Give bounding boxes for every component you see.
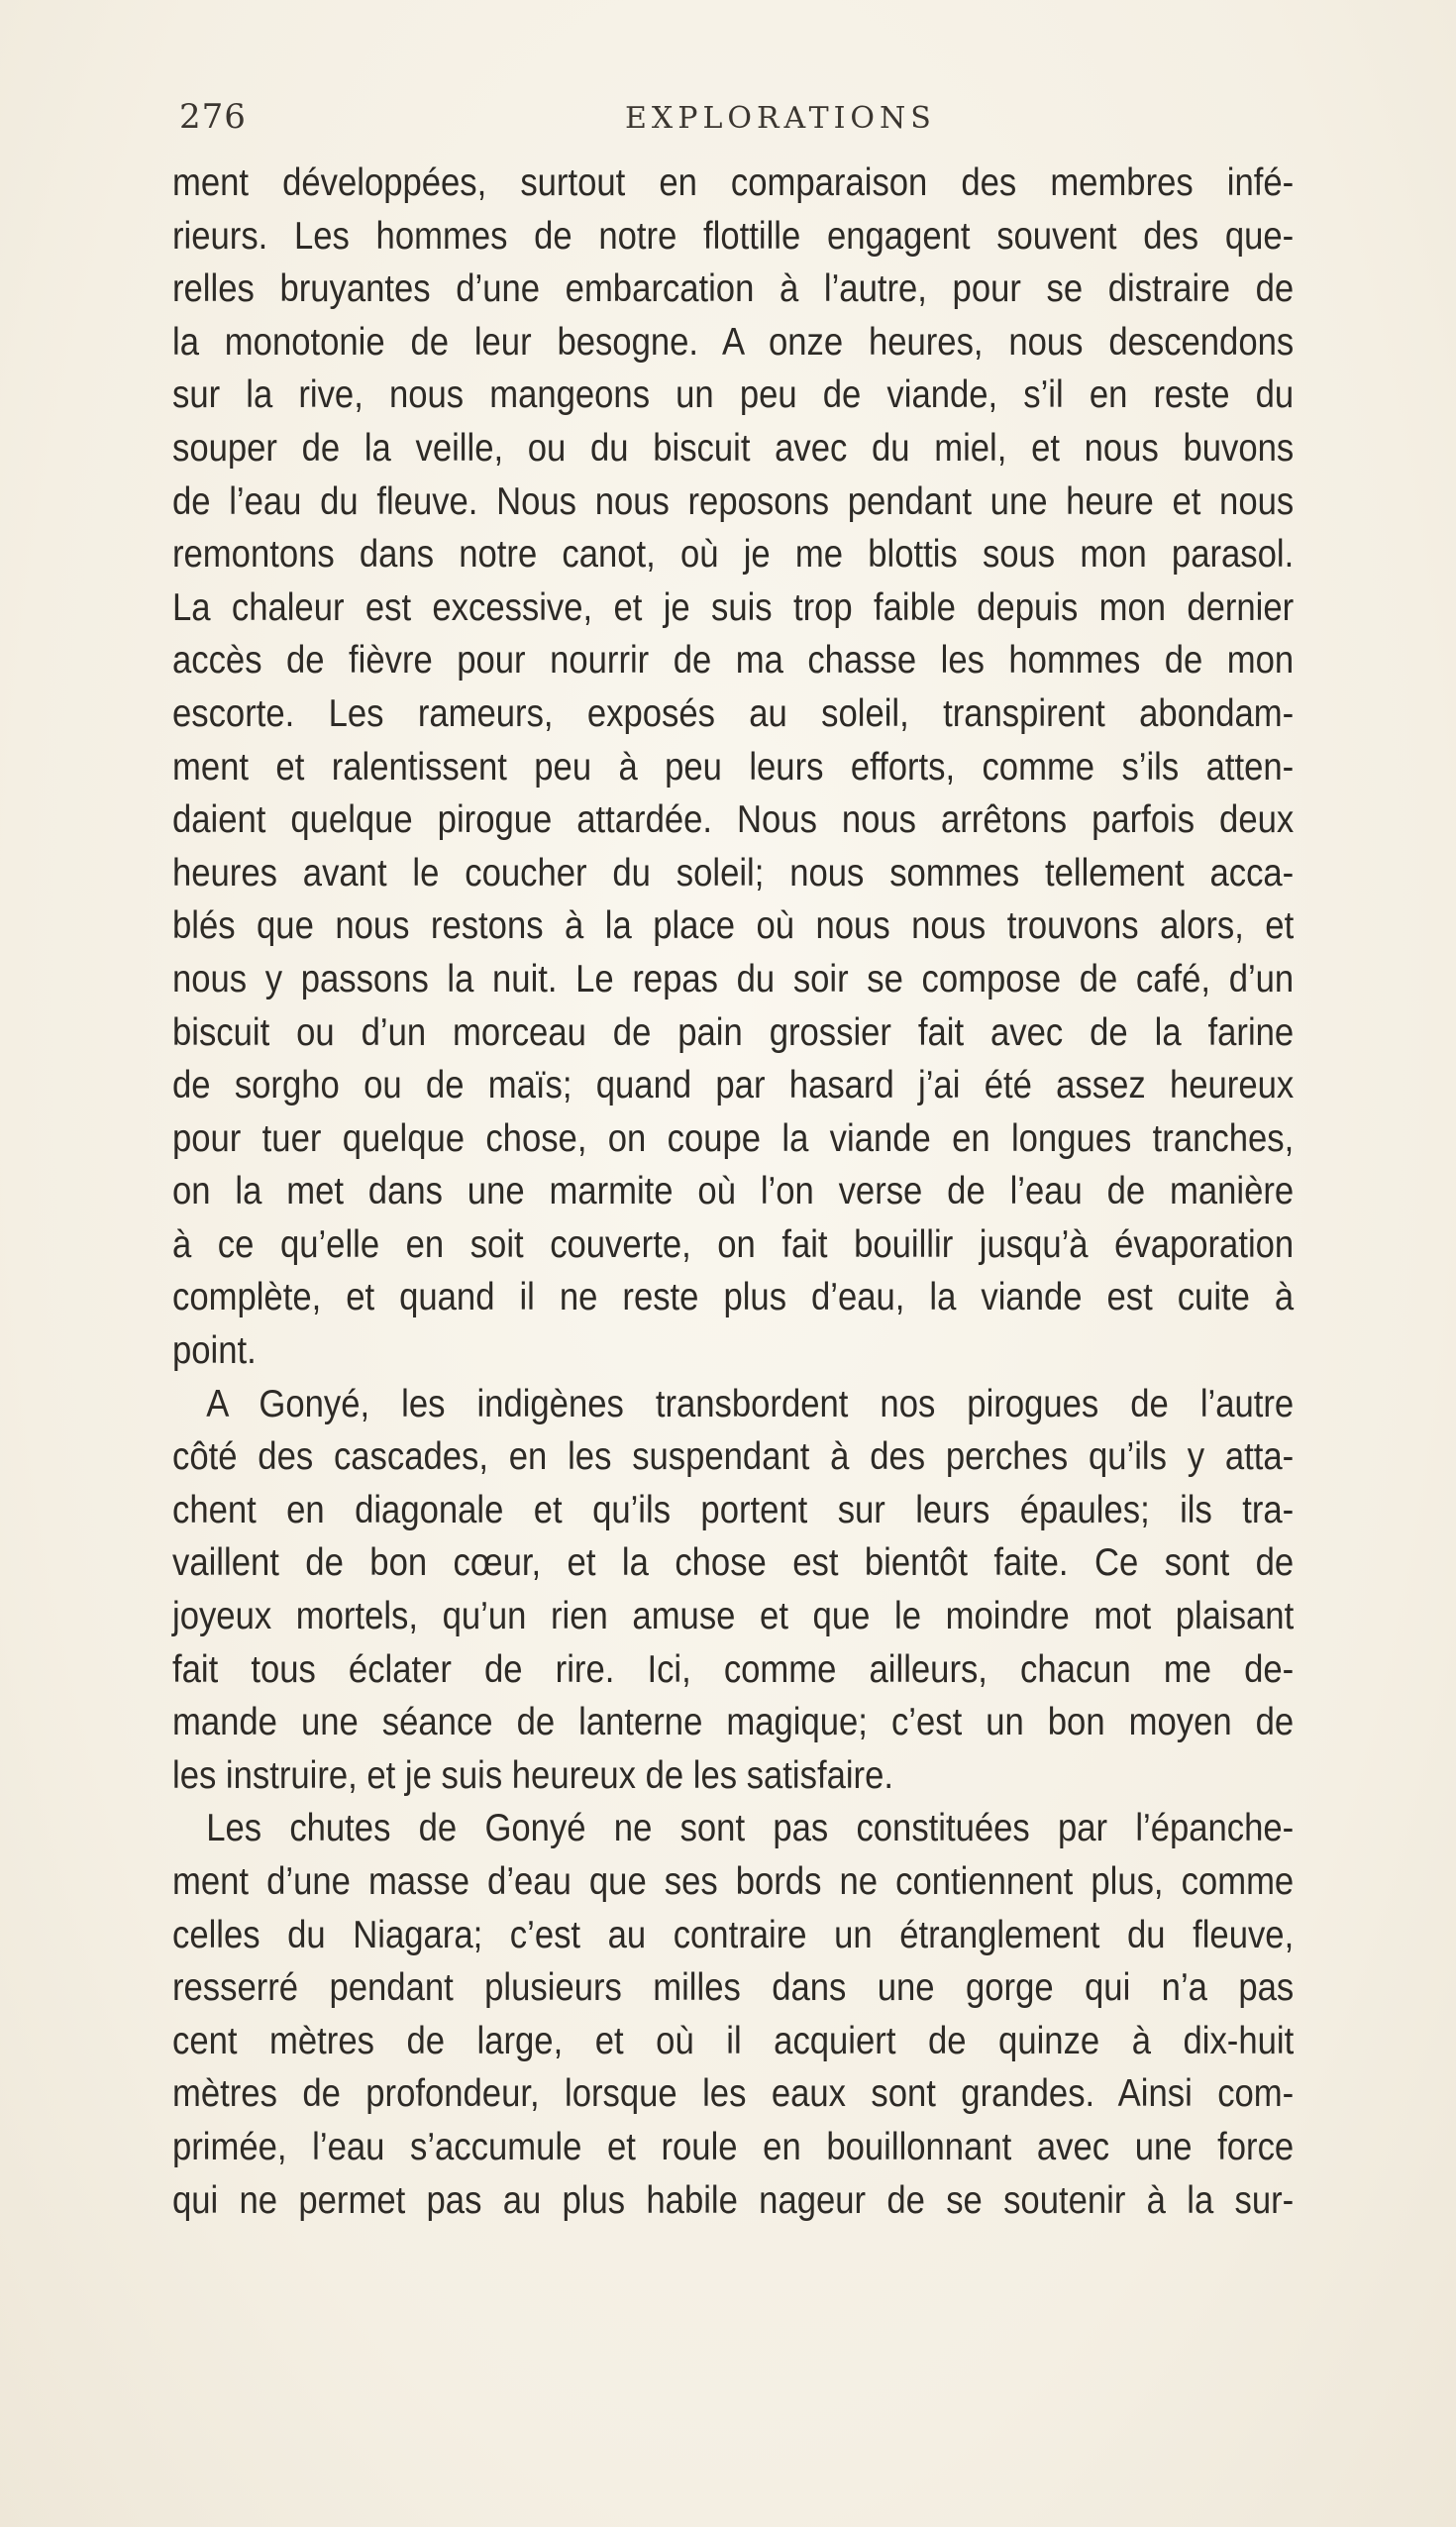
text-line: ment développées, surtout en comparaison des membres infé-	[172, 161, 1295, 204]
text-line: heures avant le coucher du soleil; nous sommes tellement acca-	[172, 851, 1295, 895]
text-line: mande une séance de lanterne magique; c’est un bon moyen de	[172, 1701, 1295, 1744]
text-line: sur la rive, nous mangeons un peu de viande, s’il en reste du	[172, 373, 1295, 417]
text-line: primée, l’eau s’accumule et roule en bouillonnant avec une force	[172, 2125, 1295, 2168]
text-line: la monotonie de leur besogne. A onze heures, nous descendons	[172, 320, 1295, 364]
text-line: pour tuer quelque chose, on coupe la viande en longues tranches,	[172, 1116, 1295, 1160]
text-line: à ce qu’elle en soit couverte, on fait bouillir jusqu’à évaporation	[172, 1222, 1295, 1266]
text-line: Les chutes de Gonyé ne sont pas constituées par l’épanche-	[206, 1807, 1295, 1850]
text-line: souper de la veille, ou du biscuit avec du miel, et nous buvons	[172, 426, 1295, 470]
text-line: de l’eau du fleuve. Nous nous reposons pendant une heure et nous	[172, 479, 1295, 523]
text-line: celles du Niagara; c’est au contraire un étranglement du fleuve,	[172, 1913, 1295, 1956]
text-line: blés que nous restons à la place où nous nous trouvons alors, et	[172, 904, 1295, 948]
text-line: chent en diagonale et qu’ils portent sur leurs épaules; ils tra-	[172, 1488, 1295, 1531]
text-line: côté des cascades, en les suspendant à des perches qu’ils y atta-	[172, 1435, 1295, 1479]
text-line: daient quelque pirogue attardée. Nous nous arrêtons parfois deux	[172, 798, 1295, 842]
page-number: 276	[179, 97, 247, 137]
text-line: cent mètres de large, et où il acquiert de quinze à dix-huit	[172, 2019, 1295, 2062]
text-line: accès de fièvre pour nourrir de ma chasse les hommes de mon	[172, 639, 1295, 683]
text-line: A Gonyé, les indigènes transbordent nos pirogues de l’autre	[206, 1382, 1295, 1425]
text-line: La chaleur est excessive, et je suis trop faible depuis mon dernier	[172, 585, 1295, 629]
text-line: nous y passons la nuit. Le repas du soir se compose de café, d’un	[172, 957, 1295, 1000]
text-line: complète, et quand il ne reste plus d’eau, la viande est cuite à	[172, 1276, 1295, 1319]
text-line: joyeux mortels, qu’un rien amuse et que le moindre mot plaisant	[172, 1595, 1295, 1638]
text-line: les instruire, et je suis heureux de les satisfaire.	[172, 1753, 894, 1797]
text-line: ment et ralentissent peu à peu leurs efforts, comme s’ils atten-	[172, 745, 1295, 789]
text-line: on la met dans une marmite où l’on verse de l’eau de manière	[172, 1170, 1295, 1213]
text-line: biscuit ou d’un morceau de pain grossier fait avec de la farine	[172, 1010, 1295, 1054]
text-line: relles bruyantes d’une embarcation à l’autre, pour se distraire de	[172, 267, 1295, 311]
text-line: rieurs. Les hommes de notre flottille engagent souvent des que-	[172, 214, 1295, 258]
text-line: ment d’une masse d’eau que ses bords ne contiennent plus, comme	[172, 1860, 1295, 1903]
text-line: vaillent de bon cœur, et la chose est bientôt faite. Ce sont de	[172, 1541, 1295, 1585]
text-line: de sorgho ou de maïs; quand par hasard j’ai été assez heureux	[172, 1064, 1295, 1107]
text-line: resserré pendant plusieurs milles dans une gorge qui n’a pas	[172, 1966, 1295, 2010]
text-line: fait tous éclater de rire. Ici, comme ailleurs, chacun me de-	[172, 1647, 1295, 1691]
body-text	[172, 157, 1295, 2227]
running-head: EXPLORATIONS	[625, 101, 936, 136]
page-header	[179, 97, 1299, 141]
text-line: point.	[172, 1329, 257, 1373]
text-line: qui ne permet pas au plus habile nageur de se soutenir à la sur-	[172, 2178, 1295, 2222]
text-line: remontons dans notre canot, où je me blottis sous mon parasol.	[172, 533, 1295, 577]
text-line: mètres de profondeur, lorsque les eaux sont grandes. Ainsi com-	[172, 2072, 1295, 2116]
text-line: escorte. Les rameurs, exposés au soleil, transpirent abondam-	[172, 691, 1295, 735]
